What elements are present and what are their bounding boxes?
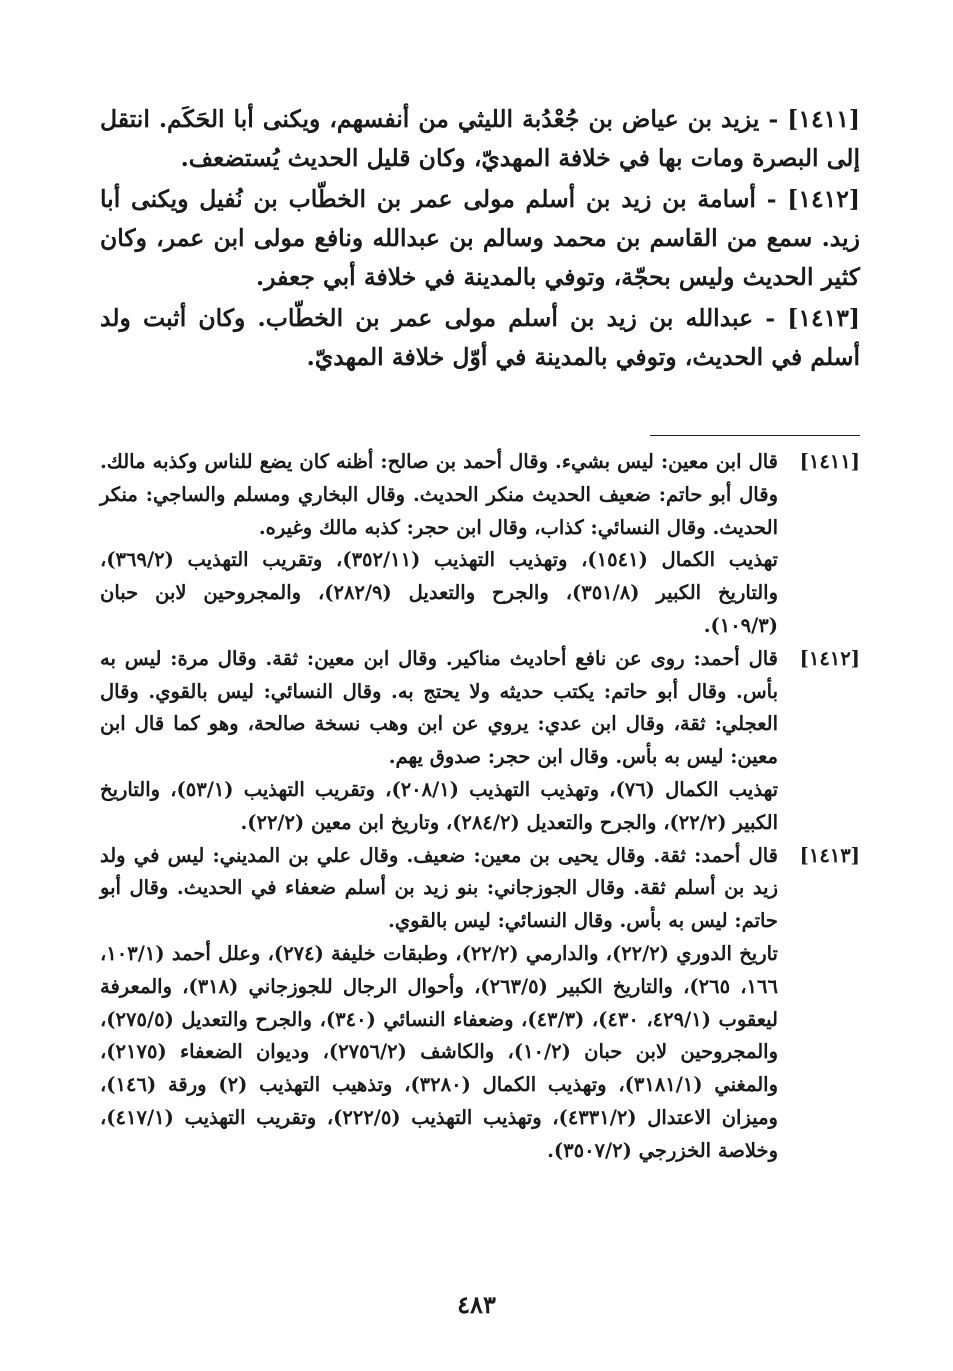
footnote-paragraph: قال أحمد: ثقة. وقال يحيى بن معين: ضعيف. وقال علي بن المديني: ليس في ولد زيد بن أسلم ثقة. وقال الجوزجاني: بنو زيد بن أسلم ضعفاء في الحديث. وقال أبو حاتم: ليس به بأس. وقال النسائي: ليس بالقوي. [100,843,778,933]
book-page [100,100,860,1168]
footnote-body [100,840,778,1168]
entry-name: أسامة بن زيد [621,185,756,213]
footnote-tag: [١٤١١] [799,450,860,473]
main-text [100,100,860,377]
footnote-paragraph: تهذيب الكمال (١٥٤١)، وتهذيب التهذيب (٣٥٢/١١)، وتقريب التهذيب (٣٦٩/٢)، والتاريخ الكبير (٣٥١/٨)، والجرح والتعديل (٢٨٢/٩)، والمجروحين لابن حبان (١٠٩/٣). [100,548,779,637]
footnote-separator [650,435,860,436]
entry-number: [١٤١١] [787,105,861,133]
footnote-1412 [100,643,860,840]
footnote-paragraph: قال ابن معين: ليس بشيء. وقال أحمد بن صالح: أظنه كان يضع للناس وكذبه مالك. وقال أبو حاتم: ضعيف الحديث منكر الحديث. وقال البخاري ومسلم والساجي: منكر الحديث. وقال النسائي: كذاب، وقال ابن حجر: كذبه مالك وغيره. [100,450,778,539]
entry-dash: - [768,105,779,133]
entry-name: يزيد بن عياض [621,105,760,133]
entry-text: بن أسلم مولى عمر بن الخطّاب بن نُفيل ويكنى أبا زيد. سمع من القاسم بن محمد وسالم بن عبدالله ونافع مولى ابن عمر، وكان كثير الحديث وليس بحجّة، وتوفي بالمدينة في خلافة أبي جعفر. [100,185,860,291]
entry-number: [١٤١٢] [787,185,861,213]
entry-dash: - [765,304,776,332]
entry-1412 [100,180,860,297]
footnote-tag: [١٤١٣] [799,843,860,867]
footnote-body [100,643,778,840]
footnote-1411 [100,446,860,643]
footnote-1413 [100,840,860,1168]
entry-name: عبدالله بن زيد [606,304,754,332]
entry-1413 [100,299,860,377]
footnote-paragraph: قال أحمد: روى عن نافع أحاديث مناكير. وقال ابن معين: ثقة. وقال مرة: ليس به بأس. وقال أبو حاتم: يكتب حديثه ولا يحتج به. وقال النسائي: ليس بالقوي. وقال العجلي: ثقة، وقال ابن عدي: يروي عن ابن وهب نسخة صالحة، وهو كما قال ابن معين: ليس به بأس. وقال ابن حجر: صدوق يهم. [100,646,778,769]
footnote-paragraph: تهذيب الكمال (٧٦)، وتهذيب التهذيب (٢٠٨/١)، وتقريب التهذيب (٥٣/١)، والتاريخ الكبير (٢٢/٢)، والجرح والتعديل (٢٨٤/٢)، وتاريخ ابن معين (٢٢/٢). [100,777,779,834]
entry-text: بن جُعْدُبة الليثي من أنفسهم، ويكنى أبا الحَكَم. انتقل إلى البصرة ومات بها في خلافة المهديّ، وكان قليل الحديث يُستضعف. [100,105,860,172]
footnote-tag: [١٤١٢] [799,646,860,670]
entry-number: [١٤١٣] [787,304,861,332]
footnotes [100,446,860,1168]
footnote-paragraph: تاريخ الدوري (٢٢/٢)، والدارمي (٢٢/٢)، وطبقات خليفة (٢٧٤)، وعلل أحمد (١٠٣/١، ١٦٦، ٢٦٥)، والتاريخ الكبير (٢٦٣/٥)، وأحوال الرجال للجوزجاني (٣١٨)، والمعرفة ليعقوب (٤٢٩/١، ٤٣٠)، (٤٣/٣)، وضعفاء النسائي (٣٤٠)، والجرح والتعديل (٢٧٥/٥)، والمجروحين لابن حبان (١٠/٢)، والكاشف (٢٧٥٦/٢)، وديوان الضعفاء (٢١٧٥)، والمغني (٣١٨١/١)، وتهذيب الكمال (٣٢٨٠)، وتذهيب التهذيب (٢) ورقة (١٤٦)، وميزان الاعتدال (٤٣٣١/٢)، وتهذيب التهذيب (٢٢٢/٥)، وتقريب التهذيب (٤١٧/١)، وخلاصة الخزرجي (٣٥٠٧/٢). [100,941,778,1162]
entry-1411 [100,100,860,178]
entry-text: بن أسلم مولى عمر بن الخطّاب. وكان أثبت ولد أسلم في الحديث، وتوفي بالمدينة في أوّل خلافة المهديّ. [100,304,860,371]
page-number: ٤٨٣ [457,1290,496,1319]
footnote-body [100,446,778,643]
entry-dash: - [766,185,777,213]
